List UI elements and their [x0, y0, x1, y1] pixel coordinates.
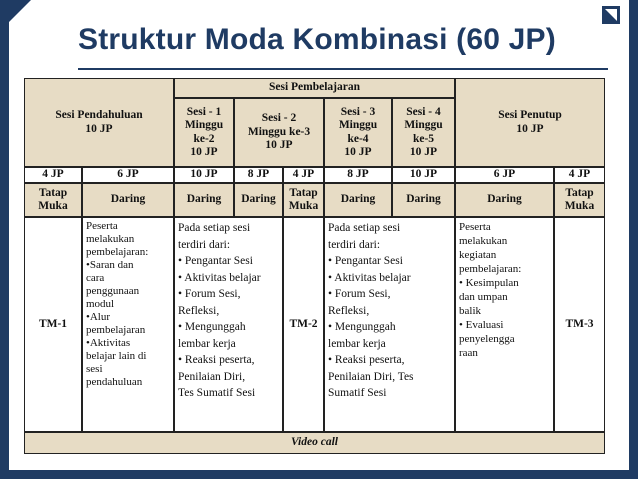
- mode-cell-daring: Daring: [174, 183, 234, 217]
- jp-cell: 6 JP: [82, 167, 174, 183]
- header-sesi-1: Sesi - 1 Minggu ke-2 10 JP: [174, 98, 234, 167]
- jp-cell: 6 JP: [455, 167, 554, 183]
- header-sesi-pembelajaran: Sesi Pembelajaran: [174, 78, 455, 98]
- header-sesi-3: Sesi - 3 Minggu ke-4 10 JP: [324, 98, 392, 167]
- mode-cell-daring: Daring: [392, 183, 455, 217]
- mode-cell-daring: Daring: [455, 183, 554, 217]
- mode-cell-daring: Daring: [324, 183, 392, 217]
- structure-table: [24, 78, 605, 454]
- tm-3-cell: TM-3: [554, 217, 605, 432]
- header-sesi-pendahuluan: Sesi Pendahuluan 10 JP: [24, 78, 174, 167]
- header-sesi-2: Sesi - 2 Minggu ke-3 10 JP: [234, 98, 324, 167]
- title-underline: [78, 68, 608, 70]
- sesi-3-4-activities: Pada setiap sesi terdiri dari: • Pengantar Sesi • Aktivitas belajar • Forum Sesi, Refleksi, • Mengunggah lembar kerja • Reaksi peserta, Penilaian Diri, Tes Sumatif Sesi: [324, 217, 455, 432]
- jp-cell: 4 JP: [24, 167, 82, 183]
- mode-cell-daring: Daring: [82, 183, 174, 217]
- mode-cell-tatap-muka: Tatap Muka: [283, 183, 324, 217]
- slide-frame-right: [629, 0, 638, 479]
- pendahuluan-activities: Peserta melakukan pembelajaran: •Saran dan cara penggunaan modul •Alur pembelajaran •Aktivitas belajar lain di sesi pendahuluan: [82, 217, 174, 432]
- corner-decoration: [9, 0, 31, 22]
- header-sesi-4: Sesi - 4 Minggu ke-5 10 JP: [392, 98, 455, 167]
- corner-page-curl-icon: [602, 6, 620, 24]
- jp-cell: 8 JP: [234, 167, 283, 183]
- jp-cell: 8 JP: [324, 167, 392, 183]
- video-call-row: Video call: [24, 432, 605, 454]
- jp-cell: 10 JP: [392, 167, 455, 183]
- tm-1-cell: TM-1: [24, 217, 82, 432]
- slide-title: Struktur Moda Kombinasi (60 JP): [78, 23, 556, 56]
- mode-cell-daring: Daring: [234, 183, 283, 217]
- sesi-1-2-activities: Pada setiap sesi terdiri dari: • Pengantar Sesi • Aktivitas belajar • Forum Sesi, Refleksi, • Mengunggah lembar kerja • Reaksi peserta, Penilaian Diri, Tes Sumatif Sesi: [174, 217, 283, 432]
- mode-cell-tatap-muka: Tatap Muka: [554, 183, 605, 217]
- penutup-activities: Peserta melakukan kegiatan pembelajaran: • Kesimpulan dan umpan balik • Evaluasi penyelengga raan: [455, 217, 554, 432]
- jp-cell: 4 JP: [554, 167, 605, 183]
- tm-2-cell: TM-2: [283, 217, 324, 432]
- header-sesi-penutup: Sesi Penutup 10 JP: [455, 78, 605, 167]
- slide-frame-bottom: [0, 470, 638, 479]
- jp-cell: 4 JP: [283, 167, 324, 183]
- slide-frame-left: [0, 0, 9, 479]
- jp-cell: 10 JP: [174, 167, 234, 183]
- mode-cell-tatap-muka: Tatap Muka: [24, 183, 82, 217]
